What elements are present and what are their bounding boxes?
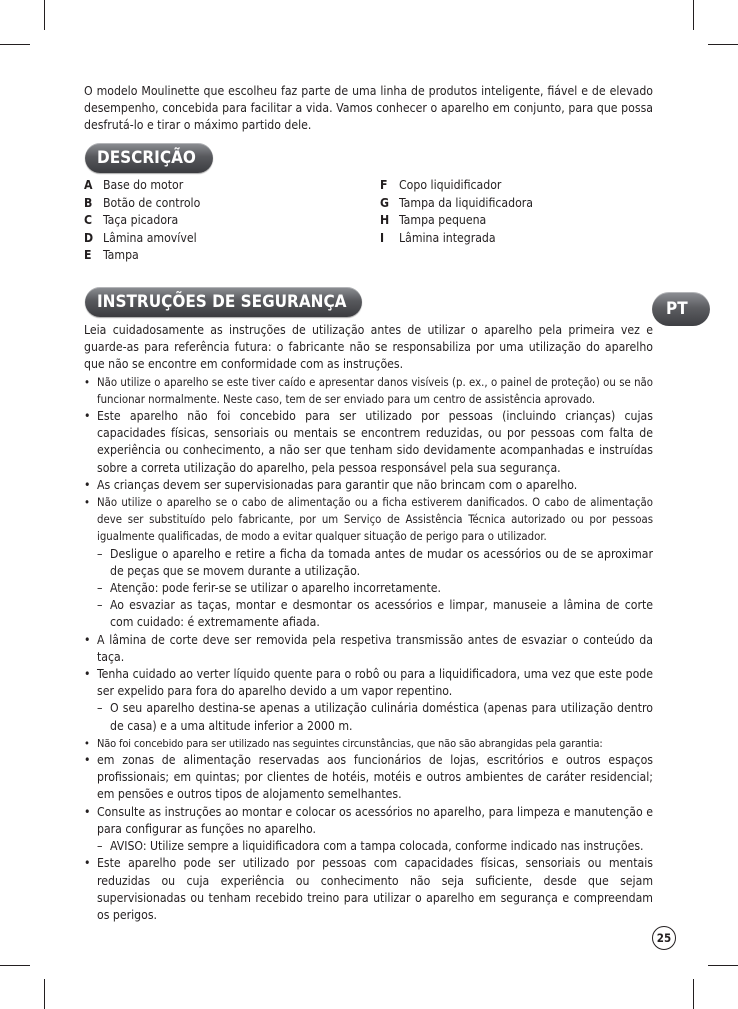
description-list-right: [380, 177, 533, 247]
bullet-item: • Consulte as instruções ao montar e colocar os acessórios no aparelho, para limpeza e manutenção e para configurar as funções no aparelho.: [84, 804, 653, 838]
bullet-item: • Não foi concebido para ser utilizado nas seguintes circunstâncias, que não são abrangidas pela garantia:: [84, 735, 653, 752]
part-item: G Tampa da liquidificadora: [380, 195, 534, 210]
bullet-item: • Este aparelho pode ser utilizado por pessoas com capacidades físicas, sensoriais ou mentais reduzidas ou cuja experiência ou conhecimento não seja suficiente, desde que sejam supervisionadas ou tenham recebido treino para utilizar o aparelho em segurança e compreendam os perigos.: [84, 855, 653, 924]
dash-item: – Desligue o aparelho e retire a ficha da tomada antes de mudar os acessórios ou de se aproximar de peças que se movem durante a utilização.: [84, 546, 653, 580]
dash-item: – Ao esvaziar as taças, montar e desmontar os acessórios e limpar, manuseie a lâmina de corte com cuidado: é extremamente afiada.: [84, 597, 653, 631]
bullet-item: • Não utilize o aparelho se este tiver caído e apresentar danos visíveis (p. ex., o painel de proteção) ou se não funcionar normalmente. Neste caso, tem de ser enviado para um centro de assistência aprovado.: [84, 374, 653, 408]
language-badge: PT: [652, 292, 710, 326]
crop-mark: [693, 979, 694, 1009]
description-list-left: [84, 177, 200, 265]
dash-item: – AVISO: Utilize sempre a liquidificadora com a tampa colocada, conforme indicado nas instruções.: [84, 838, 653, 855]
part-item: B Botão de controlo: [84, 195, 201, 210]
bullet-item: • As crianças devem ser supervisionadas para garantir que não brincam com o aparelho.: [84, 477, 653, 494]
crop-mark: [0, 965, 30, 966]
bullet-item: • A lâmina de corte deve ser removida pela respetiva transmissão antes de esvaziar o conteúdo da taça.: [84, 632, 653, 666]
crop-mark: [708, 965, 738, 966]
dash-item: – O seu aparelho destina-se apenas a utilização culinária doméstica (apenas para utilização dentro de casa) e a uma altitude inferior a 2000 m.: [84, 700, 653, 734]
part-item: F Copo liquidificador: [380, 178, 502, 192]
crop-mark: [693, 0, 694, 30]
intro-paragraph: O modelo Moulinette que escolheu faz parte de uma linha de produtos inteligente, fiável e de elevado desempenho, concebida para facilitar a vida. Vamos conhecer o aparelho em conjunto, para que possa desfrutá-lo e tirar o máximo partido dele.: [84, 84, 653, 133]
bullet-item: • em zonas de alimentação reservadas aos funcionários de lojas, escritórios e outros espaços profissionais; em quintas; por clientes de hotéis, motéis e outros ambientes de caráter residencial; em pensões e outros tipos de alojamento semelhantes.: [84, 752, 653, 804]
bullet-item: • Tenha cuidado ao verter líquido quente para o robô ou para a liquidificadora, uma vez que este pode ser expelido para fora do aparelho devido a um vapor repentino.: [84, 666, 653, 700]
part-item: A Base do motor: [84, 178, 184, 192]
dash-item: – Atenção: pode ferir-se se utilizar o aparelho incorretamente.: [84, 580, 653, 597]
part-item: H Tampa pequena: [380, 213, 487, 227]
crop-mark: [708, 44, 738, 45]
part-item: E Tampa: [84, 248, 139, 262]
page-number: 25: [652, 926, 676, 950]
safety-heading: INSTRUÇÕES DE SEGURANÇA: [85, 287, 362, 317]
crop-mark: [44, 0, 45, 30]
safety-section: [84, 322, 653, 924]
safety-intro: Leia cuidadosamente as instruções de utilização antes de utilizar o aparelho pela primeira vez e guarde-as para referência futura: o fabricante não se responsabiliza por uma utilização do aparelho que não se encontre em conformidade com as instruções.: [84, 323, 653, 372]
part-item: I Lâmina integrada: [380, 230, 496, 245]
crop-mark: [0, 44, 30, 45]
bullet-item: • Não utilize o aparelho se o cabo de alimentação ou a ficha estiverem danificados. O cabo de alimentação deve ser substituído pelo fabricante, por um Serviço de Assistência Técnica autorizado ou por pessoas igualmente qualificadas, de modo a evitar qualquer situação de perigo para o utilizador.: [84, 494, 653, 546]
bullet-item: • Este aparelho não foi concebido para ser utilizado por pessoas (incluindo crianças) cujas capacidades físicas, sensoriais ou mentais se encontrem reduzidas, ou por pessoas com falta de experiência ou conhecimento, a não ser que tenham sido devidamente acompanhadas e instruídas sobre a correta utilização do aparelho, pela pessoa responsável pela sua segurança.: [84, 408, 653, 477]
crop-mark: [44, 979, 45, 1009]
description-heading: DESCRIÇÃO: [85, 143, 213, 173]
part-item: C Taça picadora: [84, 213, 179, 227]
part-item: D Lâmina amovível: [84, 230, 197, 245]
